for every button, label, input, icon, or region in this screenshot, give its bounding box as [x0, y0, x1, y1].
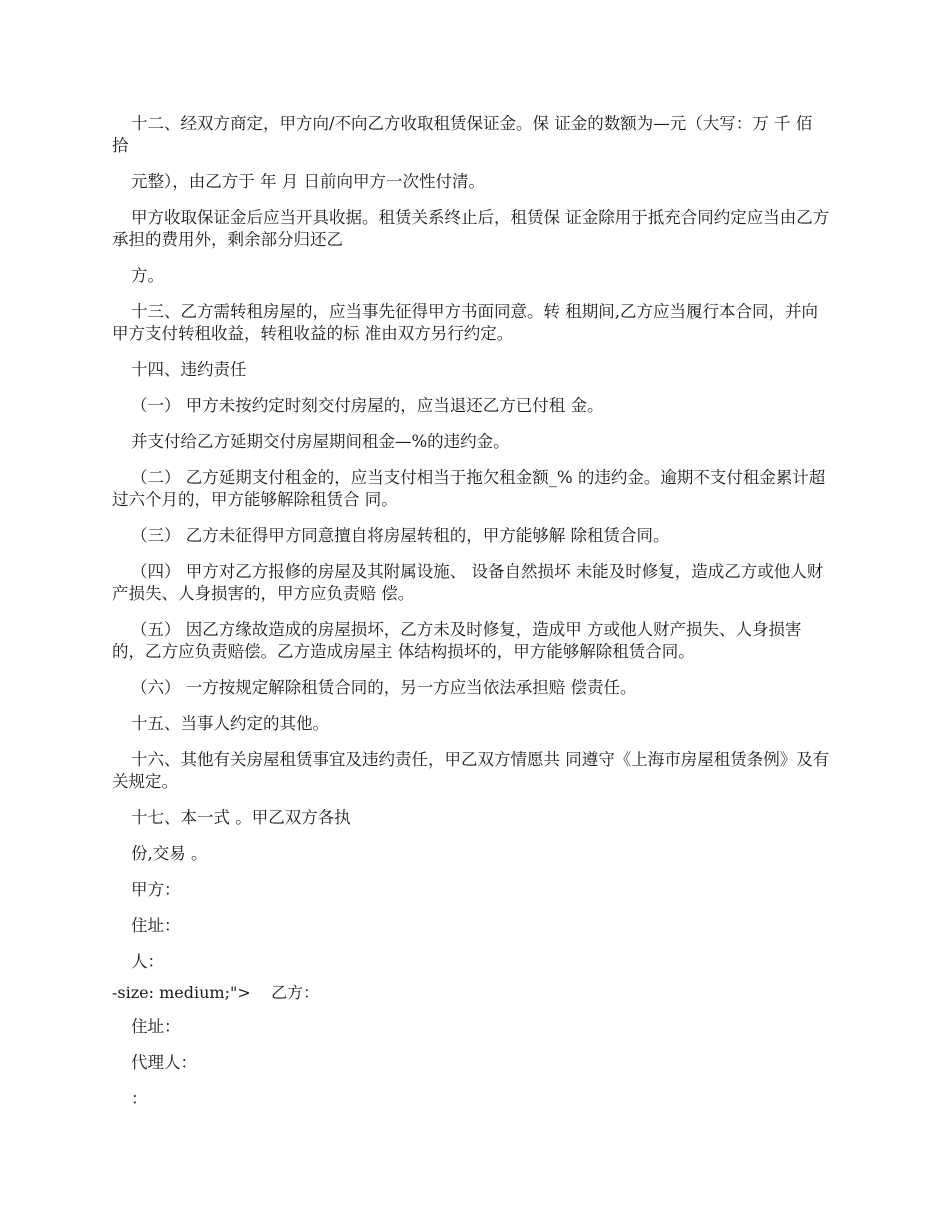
party-b-block — [112, 1016, 834, 1124]
clause-14-item-4: （四） 甲方对乙方报修的房屋及其附属设施、 设备自然损坏 未能及时修复，造成乙方或他人财产损失、人身损害的，甲方应负责赔 偿。 — [112, 562, 824, 603]
clause-17: 十七、本一式 。甲乙双方各执 — [131, 808, 351, 827]
party-a-person: 人： — [131, 952, 164, 971]
clause-14-item-1: （一） 甲方未按约定时刻交付房屋的，应当退还乙方已付租 金。 — [131, 396, 604, 415]
clause-14-item-3: （三） 乙方未征得甲方同意擅自将房屋转租的，甲方能够解 除租赁合同。 — [131, 526, 670, 545]
clause-12-payment: 元整），由乙方于 年 月 日前向甲方一次性付清。 — [131, 172, 485, 191]
clause-15: 十五、当事人约定的其他。 — [131, 714, 329, 733]
clause-13-sublease: 十三、乙方需转租房屋的，应当事先征得甲方书面同意。转 租期间,乙方应当履行本合同，并向甲方支付转租收益，转租收益的标 准由双方另行约定。 — [112, 302, 818, 343]
clause-12-receipt-end: 方。 — [131, 266, 164, 285]
party-a-label: 甲方： — [131, 880, 181, 899]
party-b-agent: 代理人： — [131, 1053, 197, 1072]
party-b-blank-field: ： — [131, 1089, 148, 1108]
clause-17-cont: 份,交易 。 — [131, 844, 208, 863]
party-a-address: 住址： — [131, 916, 181, 935]
clause-12-deposit: 十二、经双方商定，甲方向/不向乙方收取租赁保证金。保 证金的数额为—元（大写：万 千 佰 拾 — [112, 114, 813, 155]
clause-12-receipt: 甲方收取保证金后应当开具收据。租赁关系终止后，租赁保 证金除用于抵充合同约定应当由乙方承担的费用外，剩余部分归还乙 — [112, 208, 830, 249]
clause-14-item-6: （六） 一方按规定解除租赁合同的，另一方应当依法承担赔 偿责任。 — [131, 678, 637, 697]
party-b-label-line: -size: medium;"> 乙方： — [112, 983, 320, 1002]
party-b-address: 住址： — [131, 1017, 181, 1036]
document-body — [112, 113, 834, 987]
clause-14-item-2: （二） 乙方延期支付租金的，应当支付相当于拖欠租金额_% 的违约金。逾期不支付租金累计超过六个月的，甲方能够解除租赁合 同。 — [112, 468, 826, 509]
clause-16: 十六、其他有关房屋租赁事宜及违约责任，甲乙双方情愿共 同遵守《上海市房屋租赁条例》及有关规定。 — [112, 750, 830, 791]
clause-14-item-1-cont: 并支付给乙方延期交付房屋期间租金—%的违约金。 — [131, 432, 510, 451]
clause-14-heading: 十四、违约责任 — [131, 360, 247, 379]
clause-14-item-5: （五） 因乙方缘故造成的房屋损坏，乙方未及时修复，造成甲 方或他人财产损失、人身损害的，乙方应负责赔偿。乙方造成房屋主 体结构损坏的，甲方能够解除租赁合同。 — [112, 620, 802, 661]
